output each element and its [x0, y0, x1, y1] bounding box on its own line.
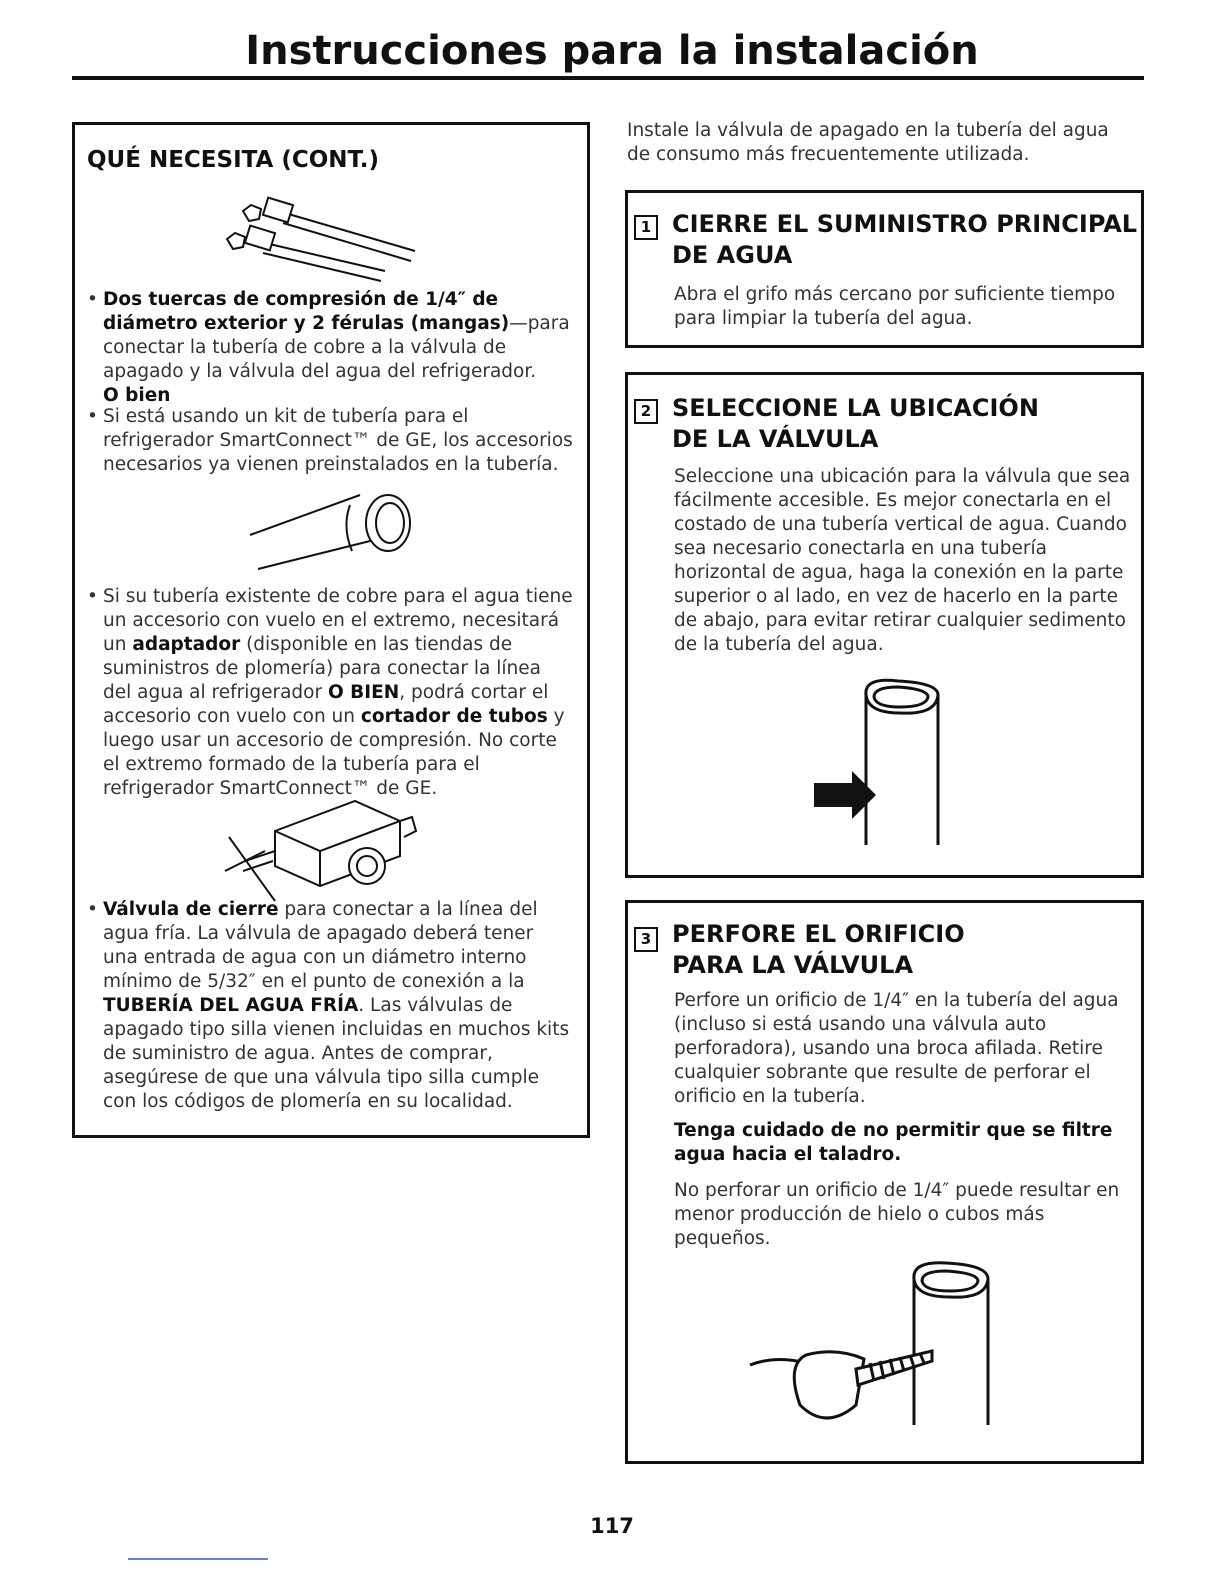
step-text: Seleccione una ubicación para la válvula que sea fácilmente accesible. Es mejor conectarla en el costado de una tubería vertical de agua. Cuando sea necesario conectarla en una tubería horizontal de agua, haga la conexión en la parte superior o al lado, en vez de hacerlo en la parte de abajo, para evitar retirar cualquier sedimento de la tubería del agua. [674, 466, 1131, 655]
title-rule [72, 76, 1144, 80]
bullet: • [87, 406, 98, 427]
list-item-smartconnect: Si está usando un kit de tubería para el refrigerador SmartConnect™ de GE, los accesorios necesarios ya vienen preinstalados en la tubería. [103, 406, 573, 475]
item-text: . Las válvulas de apagado tipo silla vienen incluidas en muchos kits de suministro de agua. Antes de comprar, asegúrese de que una válvula tipo silla cumple con los códigos de plomería en su localidad. [103, 995, 570, 1112]
what-you-need-box [72, 122, 590, 1138]
step-title-line: CIERRE EL SUMINISTRO PRINCIPAL [672, 210, 1138, 238]
list-item-valve [103, 898, 573, 1114]
step-title [672, 209, 1137, 271]
intro-text: Instale la válvula de apagado en la tubería del agua de consumo más frecuentemente utilizada. [627, 120, 1109, 165]
compression-nuts-icon [235, 191, 435, 281]
step-title [672, 919, 965, 981]
step-3-box [625, 900, 1144, 1464]
or-label: O bien [103, 385, 171, 406]
page-title: Instrucciones para la instalación [245, 28, 979, 74]
item-text: para conectar a la línea del agua fría. La válvula de apagado deberá tener una entrada de agua con un diámetro interno mínimo de 5/32″ en el punto de conexión a la [103, 899, 538, 992]
step-note: No perforar un orificio de 1/4″ puede resultar en menor producción de hielo o cubos más pequeños. [674, 1180, 1120, 1249]
item-text: —para conectar la tubería de cobre a la válvula de apagado y la válvula del agua del refrigerador. [103, 313, 570, 382]
step-title-line: PARA LA VÁLVULA [672, 951, 914, 979]
item-bold: O BIEN [327, 682, 400, 703]
drill-pipe-icon [746, 1255, 1006, 1435]
step-number: 2 [634, 399, 658, 424]
step-1-box [625, 190, 1144, 348]
step-title-line: DE LA VÁLVULA [672, 425, 879, 453]
item-text: (disponible en las tiendas de suministros de plomería) para conectar la línea del agua al refrigerador [103, 634, 541, 703]
tubing-end-icon [250, 487, 420, 577]
list-item-adapter [103, 585, 573, 801]
item-bold: TUBERÍA DEL AGUA FRÍA [103, 995, 359, 1016]
bullet: • [87, 289, 98, 310]
page-number: 117 [590, 1514, 634, 1538]
item-text: y luego usar un accesorio de compresión. No corte el extremo formado de la tubería para el refrigerador SmartConnect™ de GE. [103, 706, 565, 799]
bullet: • [87, 586, 98, 607]
step-title-line: DE AGUA [672, 241, 793, 269]
step-title-line: SELECCIONE LA UBICACIÓN [672, 394, 1039, 422]
step-text: Perfore un orificio de 1/4″ en la tubería del agua (incluso si está usando una válvula auto perforadora), usando una broca afilada. Retire cualquier sobrante que resulte de perforar el orificio en la tubería. [674, 990, 1119, 1107]
step-title-line: PERFORE EL ORIFICIO [672, 920, 965, 948]
item-bold: cortador de tubos [360, 706, 548, 727]
item-bold: Válvula de cierre [103, 899, 279, 920]
step-text: Abra el grifo más cercano por suficiente tiempo para limpiar la tubería del agua. [674, 284, 1116, 329]
list-item-nuts [103, 288, 573, 408]
bullet: • [87, 899, 98, 920]
shutoff-valve-icon [225, 801, 425, 901]
pipe-arrow-icon [808, 675, 948, 855]
footer-line [128, 1558, 268, 1560]
step-number: 3 [634, 927, 658, 952]
item-bold: Dos tuercas de compresión de 1/4″ de diámetro exterior y 2 férulas (mangas) [103, 289, 510, 334]
step-2-box [625, 372, 1144, 878]
step-number: 1 [634, 215, 658, 240]
item-text: Si su tubería existente de cobre para el agua tiene un accesorio con vuelo en el extremo, necesitará un [103, 586, 573, 655]
item-bold: adaptador [132, 634, 241, 655]
step-warning: Tenga cuidado de no permitir que se filtre agua hacia el taladro. [674, 1120, 1113, 1165]
section-heading: QUÉ NECESITA (CONT.) [87, 147, 379, 173]
step-title [672, 393, 1039, 455]
item-text: , podrá cortar el accesorio con vuelo con un [103, 682, 549, 727]
